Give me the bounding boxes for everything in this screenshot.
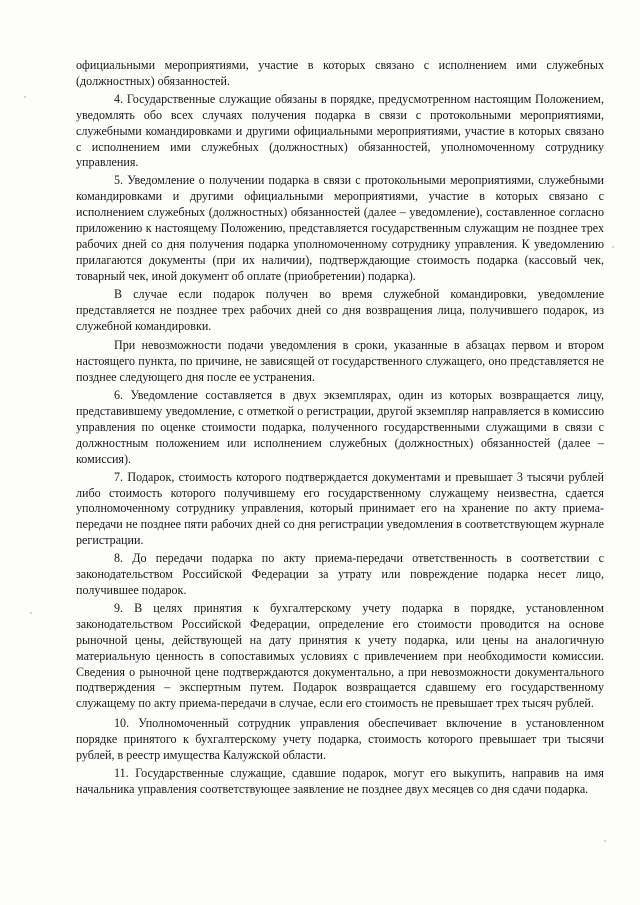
scan-artifact bbox=[612, 246, 614, 248]
paragraph-11: 11. Государственные служащие, сдавшие подарок, могут его выкупить, направив на имя начальника управления соответствующее заявление не позднее двух месяцев со дня сдачи подарка. bbox=[76, 765, 604, 796]
paragraph-continuation: официальными мероприятиями, участие в которых связано с исполнением ими служебных (должностных) обязанностей. bbox=[76, 58, 604, 88]
scan-artifact bbox=[604, 840, 606, 842]
scan-artifact bbox=[30, 612, 32, 614]
paragraph-5: 5. Уведомление о получении подарка в связи с протокольными мероприятиями, служебными командировками и другими официальными мероприятиями, участие в которых связано с исполнением служебных (должностных) обязанностей (далее – уведомление), составленное согласно приложению к настоящему Положению, представляется государственным служащим не позднее трех рабочих дней со дня получения подарка уполномоченному сотруднику управления. К уведомлению прилагаются документы (при их наличии), подтверждающие стоимость подарка (кассовый чек, товарный чек, иной документ об оплате (приобретении) подарка). bbox=[76, 173, 604, 283]
scan-artifact bbox=[24, 96, 26, 98]
paragraph-4: 4. Государственные служащие обязаны в порядке, предусмотренном настоящим Положением, уведомлять обо всех случаях получения подарка в связи с протокольными мероприятиями, служебными командировками и другими официальными мероприятиями, участие в которых связано с исполнением ими служебных (должностных) обязанностей, уполномоченному сотруднику управления. bbox=[76, 91, 604, 170]
paragraph-7: 7. Подарок, стоимость которого подтверждается документами и превышает 3 тысячи рублей либо стоимость которого получившему его государственному служащему неизвестна, сдается уполномоченному сотруднику управления, который принимает его на хранение по акту приема-передачи не позднее пяти рабочих дней со дня регистрации уведомления в соответствующем журнале регистрации. bbox=[76, 469, 604, 548]
paragraph-5-business-trip: В случае если подарок получен во время служебной командировки, уведомление представляется не позднее трех рабочих дней со дня возвращения лица, получившего подарок, из служебной командировки. bbox=[76, 286, 604, 333]
paragraph-5-impossibility: При невозможности подачи уведомления в сроки, указанные в абзацах первом и втором настоящего пункта, по причине, не зависящей от государственного служащего, оно представляется не позднее следующего дня после ее устранения. bbox=[76, 338, 604, 385]
paragraph-10: 10. Уполномоченный сотрудник управления обеспечивает включение в установленном порядке принятого к бухгалтерскому учету подарка, стоимость которого превышает три тысячи рублей, в реестр имущества Калужской области. bbox=[76, 716, 604, 763]
paragraph-9: 9. В целях принятия к бухгалтерскому учету подарка в порядке, установленном законодательством Российской Федерации, определение его стоимости проводится на основе рыночной цены, действующей на дату принятия к учету подарка, или цены на аналогичную материальную ценность в сопоставимых условиях с привлечением при необходимости комиссии. Сведения о рыночной цене подтверждаются документально, а при невозможности документального подтверждения – экспертным путем. Подарок возвращается сдавшему его государственному служащему по акту приема-передачи в случае, если его стоимость не превышает трех тысяч рублей. bbox=[76, 600, 604, 711]
paragraph-8: 8. До передачи подарка по акту приема-передачи ответственность в соответствии с законодательством Российской Федерации за утрату или повреждение подарка несет лицо, получившее подарок. bbox=[76, 551, 604, 597]
paragraph-6: 6. Уведомление составляется в двух экземплярах, один из которых возвращается лицу, представившему уведомление, с отметкой о регистрации, другой экземпляр направляется в комиссию управления по оценке стоимости подарка, полученного государственными служащими в связи с должностным положением или исполнением служебных (должностных) обязанностей (далее – комиссия). bbox=[76, 388, 604, 466]
